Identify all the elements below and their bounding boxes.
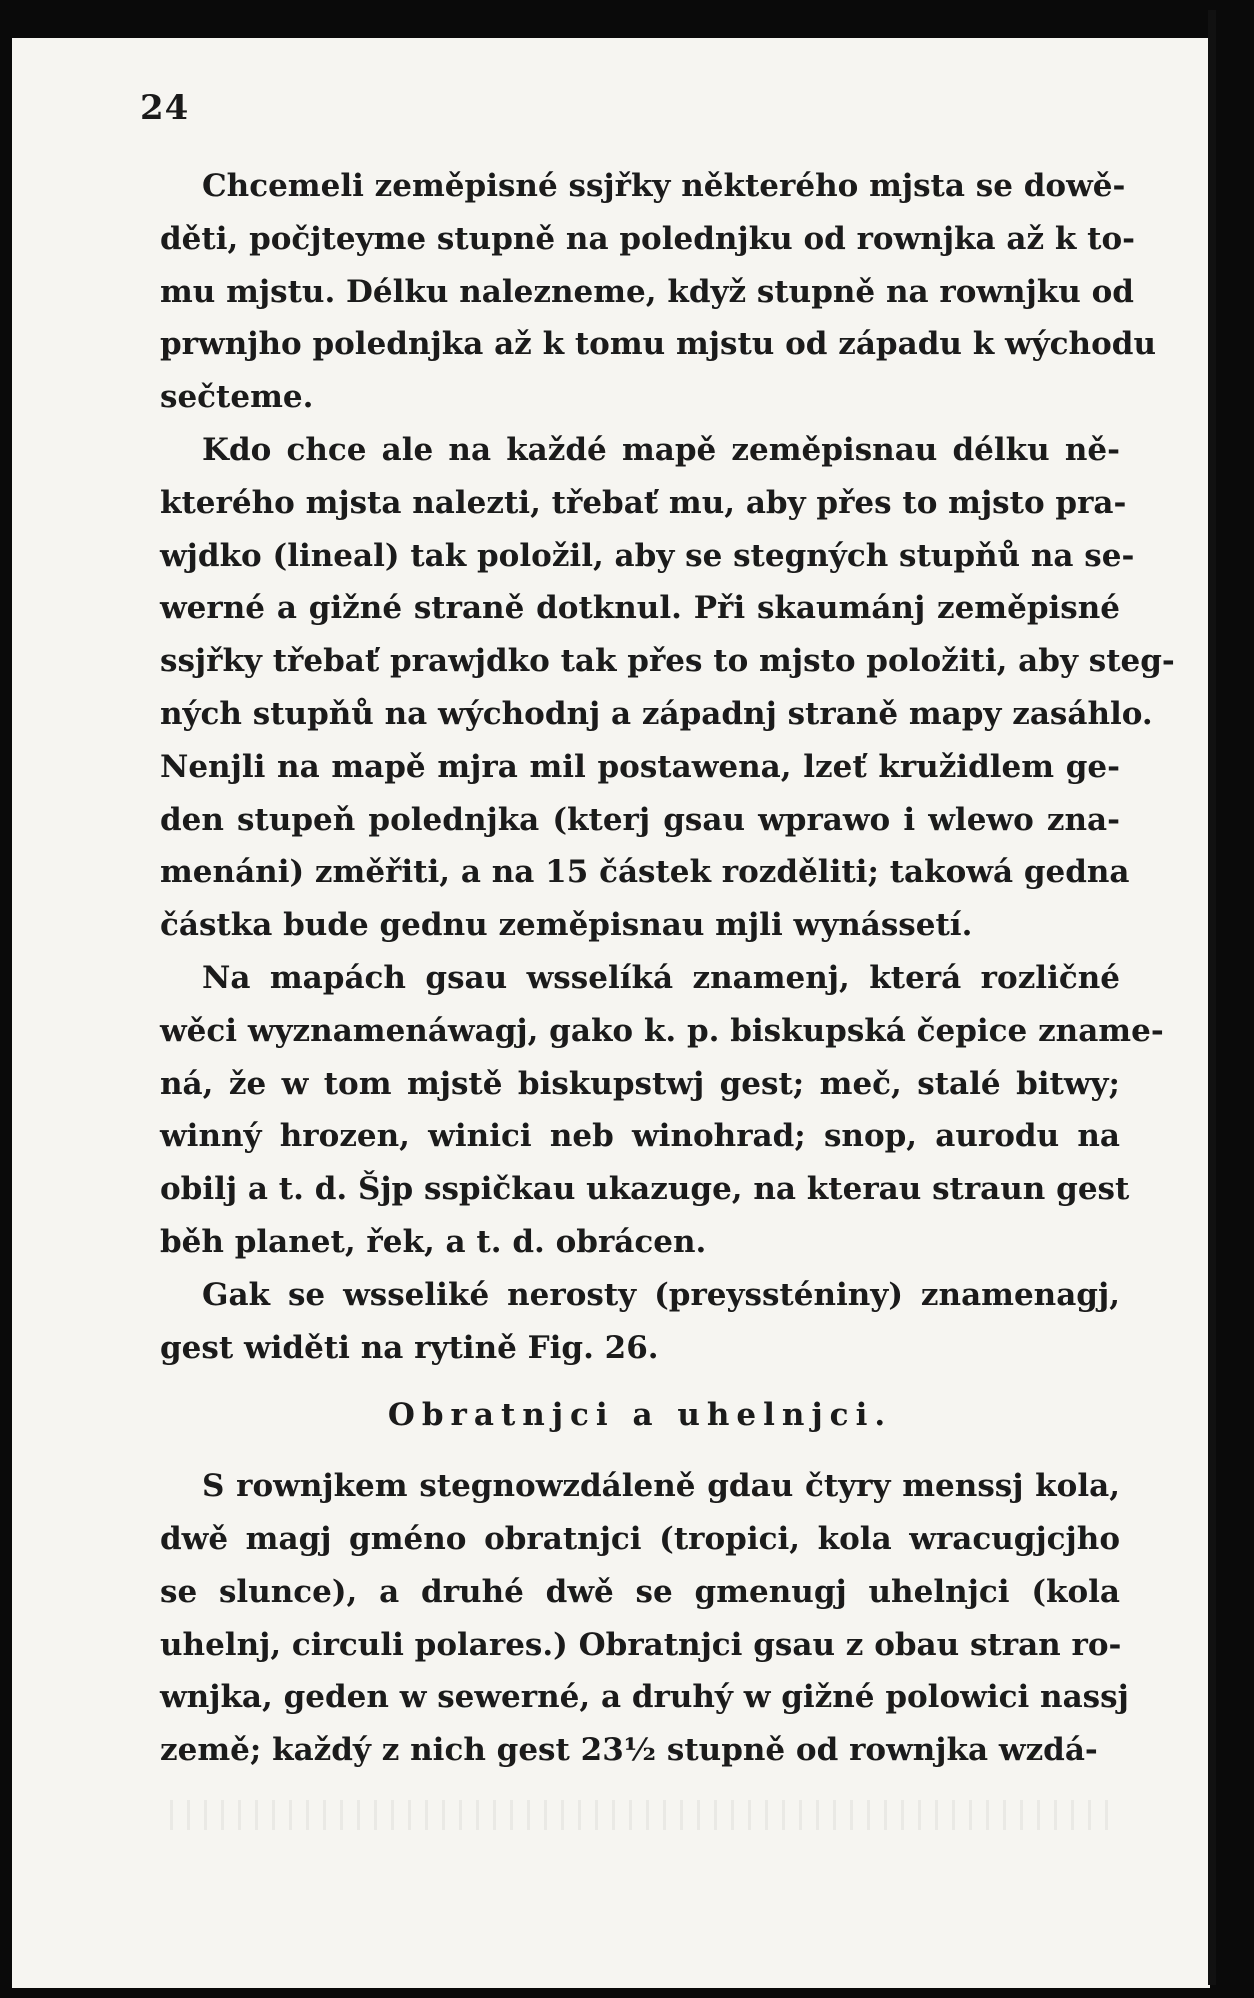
text-line: Na mapách gsau wsselíká znamenj, která rozličné: [202, 959, 1120, 996]
text-line: menáni) změřiti, a na 15 částek rozděliti; takowá gedna: [160, 854, 1130, 891]
page-text: [160, 160, 1175, 1777]
text-line: běh planet, řek, a t. d. obrácen.: [160, 1223, 707, 1260]
cut-off-line: [170, 1800, 1110, 1830]
paragraph: [160, 952, 1164, 1269]
binding-edge: [1208, 10, 1216, 1985]
text-line: Gak se wsseliké nerosty (preyssténiny) znamenagj,: [202, 1276, 1120, 1313]
paragraph: [160, 424, 1175, 952]
text-line: dwě magj gméno obratnjci (tropici, kola wracugjcjho: [160, 1520, 1120, 1557]
text-line: ná, že w tom mjstě biskupstwj gest; meč, stalé bitwy;: [160, 1065, 1120, 1102]
text-line: se slunce), a druhé dwě se gmenugj uhelnjci (kola: [160, 1573, 1120, 1610]
section-heading: Obratnjci a uhelnjci.: [387, 1397, 893, 1434]
text-line: částka bude gednu zeměpisnau mjli wynássetí.: [160, 907, 973, 944]
text-line: ssjřky třebať prawjdko tak přes to mjsto položiti, aby steg-: [160, 643, 1175, 680]
text-line: obilj a t. d. Šjp sspičkau ukazuge, na kterau straun gest: [160, 1171, 1130, 1208]
text-line: sečteme.: [160, 379, 314, 416]
paragraph: [160, 160, 1156, 424]
paragraphs-before-heading: [160, 160, 1175, 1374]
text-line: werné a gižné straně dotknul. Při skaumánj zeměpisné: [160, 590, 1120, 627]
text-line: děti, počjteyme stupně na polednjku od rownjka až k to-: [160, 220, 1136, 257]
text-line: wěci wyznamenáwagj, gako k. p. biskupská čepice zname-: [160, 1012, 1164, 1049]
text-line: S rownjkem stegnowzdáleně gdau čtyry menssj kola,: [202, 1468, 1120, 1505]
text-line: Kdo chce ale na každé mapě zeměpisnau délku ně-: [202, 431, 1120, 468]
text-line: gest widěti na rytině Fig. 26.: [160, 1329, 659, 1366]
text-line: Chcemeli zeměpisné ssjřky některého mjsta se dowě-: [202, 168, 1126, 204]
text-line: ných stupňů na wýchodnj a západnj straně mapy zasáhlo.: [160, 695, 1153, 732]
text-line: winný hrozen, winici neb winohrad; snop, aurodu na: [160, 1118, 1120, 1155]
text-line: den stupeň polednjka (kterj gsau wprawo i wlewo zna-: [160, 801, 1120, 838]
text-line: země; každý z nich gest 23½ stupně od rownjka wzdá-: [160, 1732, 1098, 1769]
paragraph: [160, 1460, 1129, 1777]
text-line: wjdko (lineal) tak položil, aby se stegných stupňů na se-: [160, 537, 1135, 574]
page-number: 24: [140, 88, 190, 128]
text-line: kterého mjsta nalezti, třebať mu, aby přes to mjsto pra-: [160, 484, 1127, 521]
text-line: mu mjstu. Délku nalezneme, když stupně na rownjku od: [160, 273, 1134, 310]
paragraphs-after-heading: [160, 1460, 1129, 1777]
text-line: uhelnj, circuli polares.) Obratnjci gsau z obau stran ro-: [160, 1626, 1122, 1663]
paragraph: [160, 1269, 1120, 1375]
text-line: Nenjli na mapě mjra mil postawena, lzeť kružidlem ge-: [160, 748, 1120, 785]
text-line: wnjka, geden w sewerné, a druhý w gižné polowici nassj: [160, 1679, 1129, 1716]
text-line: prwnjho polednjka až k tomu mjstu od západu k wýchodu: [160, 326, 1156, 363]
